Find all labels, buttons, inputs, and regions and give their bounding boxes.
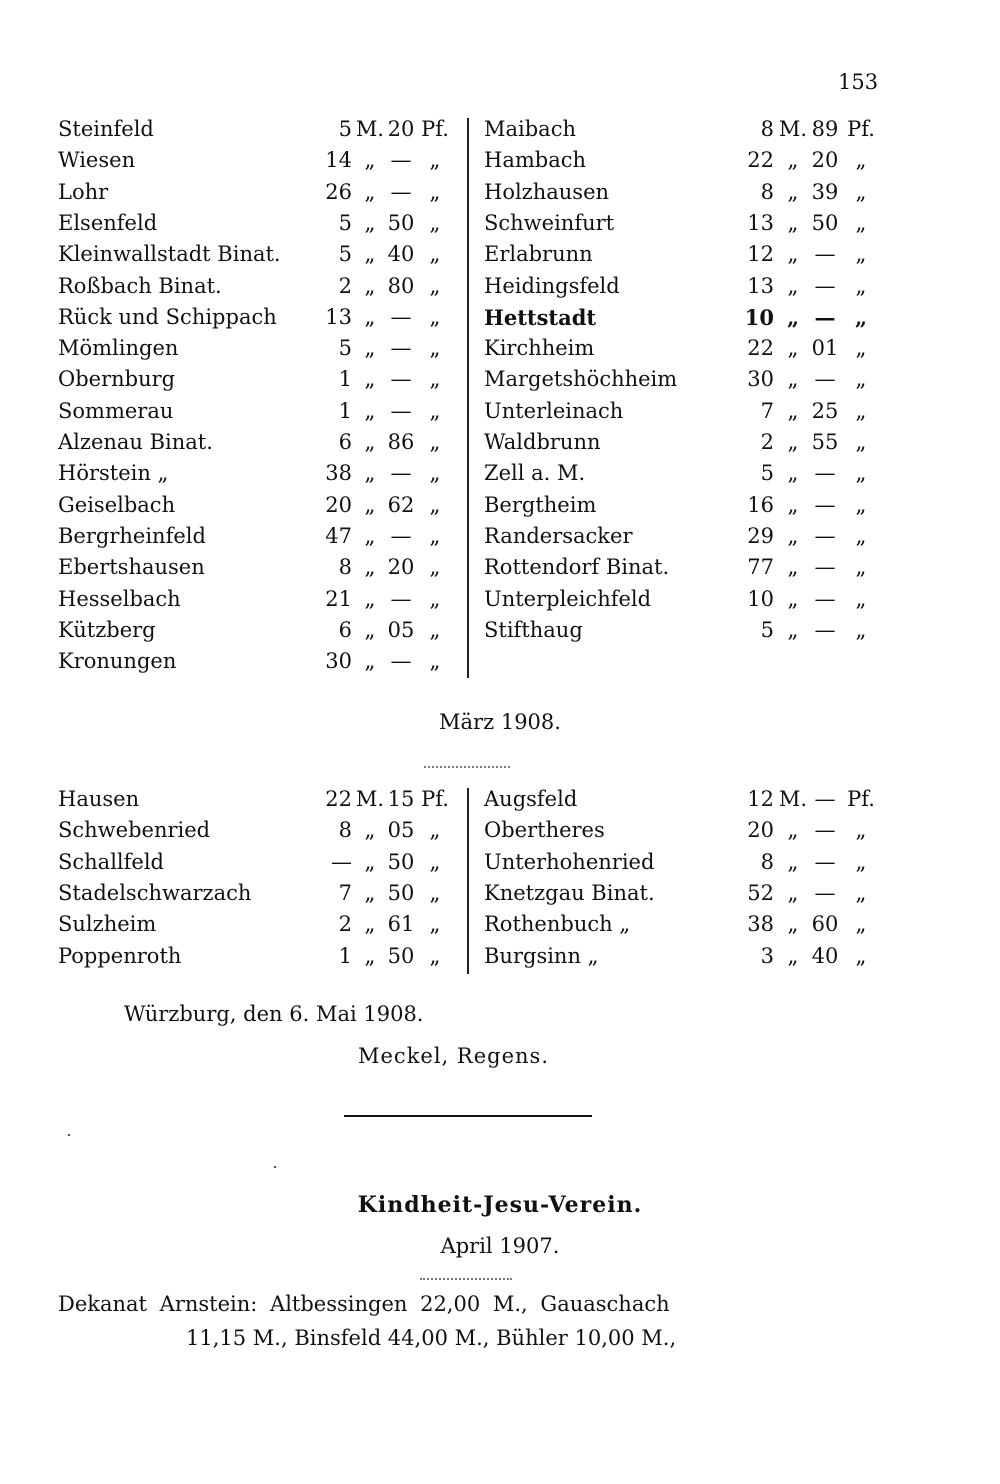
pfennig-amount: —: [390, 148, 412, 173]
place-name: Hambach: [484, 148, 586, 173]
place-name: Schallfeld: [58, 849, 164, 874]
pfennig-amount: —: [390, 367, 412, 392]
mark-unit: „: [364, 880, 376, 905]
mark-unit: „: [787, 273, 799, 298]
pfennig-amount: 05: [387, 617, 415, 642]
pfennig-unit: „: [429, 179, 441, 204]
mark-amount: 2: [338, 912, 352, 937]
pfennig-unit: „: [855, 398, 867, 423]
mark-unit: „: [787, 818, 799, 843]
place-name: Holzhausen: [484, 179, 610, 204]
place-name: Mömlingen: [58, 336, 179, 361]
pfennig-unit: „: [429, 586, 441, 611]
pfennig-unit: „: [429, 617, 441, 642]
pfennig-unit: „: [855, 273, 867, 298]
mark-unit: „: [787, 617, 799, 642]
table-row: [0, 333, 1000, 364]
pfennig-amount: 39: [811, 179, 839, 204]
pfennig-unit: „: [855, 336, 867, 361]
mark-amount: 38: [325, 461, 352, 486]
pfennig-unit: „: [855, 492, 867, 517]
section-divider-line: [344, 1115, 592, 1117]
mark-unit: „: [787, 912, 799, 937]
mark-amount: 5: [338, 336, 352, 361]
pfennig-unit: „: [429, 492, 441, 517]
place-name: Geiselbach: [58, 492, 176, 517]
pfennig-unit: „: [429, 912, 441, 937]
print-speck: [68, 1134, 70, 1136]
mark-amount: 10: [744, 304, 774, 330]
mark-amount: 5: [338, 117, 352, 141]
mark-unit: „: [364, 461, 376, 486]
pfennig-amount: 50: [387, 849, 415, 874]
mark-amount: 29: [747, 523, 774, 548]
mark-amount: 22: [747, 148, 774, 173]
pfennig-unit: Pf.: [421, 117, 449, 141]
pfennig-amount: —: [390, 523, 412, 548]
table-row: [0, 615, 1000, 646]
place-name: Bergtheim: [484, 492, 597, 517]
mark-amount: 12: [747, 242, 774, 267]
pfennig-amount: —: [814, 461, 836, 486]
mark-amount: 77: [747, 555, 774, 580]
mark-unit: „: [364, 849, 376, 874]
place-name: Rottendorf Binat.: [484, 555, 670, 580]
mark-amount: 7: [760, 398, 774, 423]
mark-unit: „: [364, 818, 376, 843]
mark-unit: „: [787, 586, 799, 611]
ornament-dots: [420, 1278, 512, 1280]
pfennig-unit: „: [855, 880, 867, 905]
mark-amount: 38: [747, 912, 774, 937]
mark-unit: „: [364, 943, 376, 968]
mark-unit: „: [787, 492, 799, 517]
pfennig-amount: 20: [811, 148, 839, 173]
table-row: [0, 847, 1000, 878]
mark-unit: „: [787, 242, 799, 267]
mark-amount: 30: [747, 367, 774, 392]
pfennig-unit: „: [855, 818, 867, 843]
table-row: [0, 396, 1000, 427]
mark-amount: 5: [338, 210, 352, 235]
pfennig-unit: „: [429, 555, 441, 580]
pfennig-unit: „: [855, 617, 867, 642]
place-name: Knetzgau Binat.: [484, 880, 655, 905]
pfennig-unit: „: [855, 242, 867, 267]
mark-unit: M.: [355, 787, 385, 811]
mark-amount: 22: [747, 336, 774, 361]
mark-unit: „: [364, 367, 376, 392]
mark-amount: 8: [760, 117, 774, 141]
place-name: Wiesen: [58, 148, 136, 173]
table-row: [0, 784, 1000, 815]
pfennig-amount: 50: [811, 210, 839, 235]
place-name: Kirchheim: [484, 336, 595, 361]
mark-amount: 13: [747, 210, 774, 235]
table-row: [0, 552, 1000, 583]
place-name: Obernburg: [58, 367, 176, 392]
pfennig-amount: 50: [387, 210, 415, 235]
place-name: Hettstadt: [484, 304, 597, 330]
pfennig-unit: „: [429, 273, 441, 298]
mark-amount: 1: [338, 367, 352, 392]
place-name: Kronungen: [58, 649, 177, 674]
mark-amount: 20: [747, 818, 774, 843]
pfennig-amount: —: [814, 304, 836, 330]
place-name: Poppenroth: [58, 943, 182, 968]
pfennig-unit: „: [429, 242, 441, 267]
place-name: Unterhohenried: [484, 849, 655, 874]
mark-unit: „: [364, 304, 376, 329]
heading-kindheit-jesu-verein: Kindheit-Jesu-Verein.: [357, 1192, 643, 1218]
table-row: [0, 521, 1000, 552]
mark-amount: 7: [338, 880, 352, 905]
pfennig-unit: „: [429, 818, 441, 843]
table-row: [0, 302, 1000, 333]
mark-amount: 13: [747, 273, 774, 298]
pfennig-amount: 89: [811, 117, 839, 141]
pfennig-amount: —: [814, 818, 836, 843]
place-name: Kützberg: [58, 617, 156, 642]
mark-amount: —: [331, 849, 352, 874]
pfennig-amount: 80: [387, 273, 415, 298]
place-name: Schwebenried: [58, 818, 211, 843]
pfennig-amount: 20: [387, 117, 415, 141]
section-heading-maerz: März 1908.: [439, 710, 561, 734]
mark-amount: 5: [760, 461, 774, 486]
pfennig-unit: „: [429, 210, 441, 235]
place-name: Elsenfeld: [58, 210, 158, 235]
pfennig-amount: 01: [811, 336, 839, 361]
mark-unit: „: [364, 617, 376, 642]
table-row: [0, 114, 1000, 145]
pfennig-amount: —: [814, 849, 836, 874]
pfennig-amount: —: [814, 523, 836, 548]
pfennig-unit: „: [855, 179, 867, 204]
pfennig-unit: „: [429, 849, 441, 874]
pfennig-amount: 40: [387, 242, 415, 267]
mark-unit: „: [364, 148, 376, 173]
pfennig-amount: 05: [387, 818, 415, 843]
pfennig-amount: 20: [387, 555, 415, 580]
place-name: Rück und Schippach: [58, 304, 277, 329]
place-name: Zell a. M.: [484, 461, 586, 486]
place-name: Ebertshausen: [58, 555, 205, 580]
pfennig-amount: —: [814, 586, 836, 611]
mark-amount: 3: [760, 943, 774, 968]
place-name: Hörstein „: [58, 461, 169, 486]
table-row: [0, 584, 1000, 615]
mark-amount: 47: [325, 523, 352, 548]
mark-amount: 1: [338, 398, 352, 423]
pfennig-unit: „: [854, 304, 868, 330]
pfennig-unit: „: [429, 943, 441, 968]
mark-amount: 21: [325, 586, 352, 611]
pfennig-amount: —: [390, 398, 412, 423]
table-row: [0, 909, 1000, 940]
pfennig-unit: „: [429, 430, 441, 454]
paragraph-line-2: 11,15 M., Binsfeld 44,00 M., Bühler 10,00 M.,: [186, 1326, 677, 1350]
mark-unit: „: [787, 179, 799, 204]
place-name: Sulzheim: [58, 912, 157, 937]
mark-amount: 8: [338, 555, 352, 580]
pfennig-amount: 40: [811, 943, 839, 968]
pfennig-unit: „: [855, 430, 867, 454]
section-heading-april: April 1907.: [440, 1234, 560, 1258]
pfennig-amount: —: [814, 273, 836, 298]
mark-unit: „: [787, 367, 799, 392]
place-name: Heidingsfeld: [484, 273, 620, 298]
pfennig-amount: 15: [387, 787, 415, 811]
pfennig-unit: Pf.: [847, 787, 875, 811]
column-divider: [467, 788, 469, 974]
place-name: Stadelschwarzach: [58, 880, 252, 905]
pfennig-amount: —: [390, 461, 412, 486]
mark-unit: „: [364, 210, 376, 235]
column-divider: [467, 118, 469, 678]
mark-unit: „: [364, 649, 376, 674]
mark-unit: M.: [355, 117, 385, 141]
mark-unit: „: [787, 210, 799, 235]
mark-amount: 10: [747, 586, 774, 611]
pfennig-amount: 61: [387, 912, 415, 937]
mark-unit: „: [787, 523, 799, 548]
table-row: [0, 271, 1000, 302]
pfennig-amount: 50: [387, 943, 415, 968]
pfennig-unit: „: [855, 461, 867, 486]
table-row: [0, 646, 1000, 677]
place-date: Würzburg, den 6. Mai 1908.: [124, 1002, 424, 1026]
table-row: [0, 364, 1000, 395]
mark-unit: „: [364, 912, 376, 937]
place-name: Stifthaug: [484, 617, 583, 642]
mark-unit: „: [787, 336, 799, 361]
place-name: Steinfeld: [58, 117, 154, 141]
page-number: 153: [838, 70, 879, 94]
mark-unit: „: [787, 943, 799, 968]
pfennig-amount: 86: [387, 430, 415, 454]
pfennig-unit: „: [429, 398, 441, 423]
mark-amount: 14: [325, 148, 352, 173]
pfennig-unit: „: [429, 523, 441, 548]
mark-amount: 2: [760, 430, 774, 454]
table-row: [0, 177, 1000, 208]
place-name: Rothenbuch „: [484, 912, 631, 937]
table-row: [0, 490, 1000, 521]
pfennig-unit: „: [855, 555, 867, 580]
mark-unit: „: [364, 398, 376, 423]
pfennig-unit: „: [855, 912, 867, 937]
mark-unit: „: [364, 492, 376, 517]
place-name: Burgsinn „: [484, 943, 599, 968]
mark-unit: M.: [778, 117, 808, 141]
mark-amount: 8: [760, 849, 774, 874]
place-name: Waldbrunn: [484, 430, 601, 454]
signature: Meckel, Regens.: [358, 1044, 549, 1068]
pfennig-unit: Pf.: [847, 117, 875, 141]
mark-unit: „: [364, 179, 376, 204]
pfennig-unit: „: [855, 586, 867, 611]
pfennig-unit: „: [429, 148, 441, 173]
pfennig-unit: „: [429, 880, 441, 905]
mark-unit: „: [787, 430, 799, 454]
place-name: Roßbach Binat.: [58, 273, 222, 298]
pfennig-unit: „: [429, 649, 441, 674]
mark-amount: 30: [325, 649, 352, 674]
pfennig-amount: —: [814, 492, 836, 517]
table-row: [0, 815, 1000, 846]
pfennig-unit: „: [855, 148, 867, 173]
pfennig-amount: —: [814, 617, 836, 642]
mark-amount: 5: [338, 242, 352, 267]
mark-unit: „: [364, 586, 376, 611]
mark-amount: 8: [760, 179, 774, 204]
mark-amount: 8: [338, 818, 352, 843]
pfennig-unit: „: [429, 304, 441, 329]
pfennig-amount: —: [814, 787, 836, 811]
place-name: Alzenau Binat.: [58, 430, 213, 454]
pfennig-amount: —: [390, 336, 412, 361]
mark-unit: „: [787, 461, 799, 486]
mark-unit: „: [786, 304, 800, 330]
pfennig-amount: —: [814, 555, 836, 580]
place-name: Hesselbach: [58, 586, 181, 611]
mark-amount: 22: [325, 787, 352, 811]
mark-unit: „: [787, 398, 799, 423]
place-name: Obertheres: [484, 818, 605, 843]
mark-unit: „: [364, 555, 376, 580]
pfennig-amount: 25: [811, 398, 839, 423]
mark-unit: „: [787, 148, 799, 173]
place-name: Sommerau: [58, 398, 174, 423]
place-name: Bergrheinfeld: [58, 523, 206, 548]
mark-amount: 20: [325, 492, 352, 517]
mark-unit: „: [364, 523, 376, 548]
mark-amount: 6: [338, 617, 352, 642]
mark-amount: 26: [325, 179, 352, 204]
place-name: Margetshöchheim: [484, 367, 678, 392]
pfennig-amount: —: [814, 367, 836, 392]
mark-unit: M.: [778, 787, 808, 811]
pfennig-amount: 55: [811, 430, 839, 454]
mark-amount: 52: [747, 880, 774, 905]
pfennig-unit: „: [429, 336, 441, 361]
pfennig-amount: —: [390, 649, 412, 674]
place-name: Hausen: [58, 787, 140, 811]
place-name: Schweinfurt: [484, 210, 615, 235]
mark-unit: „: [364, 336, 376, 361]
table-row: [0, 878, 1000, 909]
place-name: Lohr: [58, 179, 109, 204]
mark-amount: 16: [747, 492, 774, 517]
mark-amount: 12: [747, 787, 774, 811]
pfennig-amount: —: [390, 179, 412, 204]
place-name: Kleinwallstadt Binat.: [58, 242, 281, 267]
table-row: [0, 208, 1000, 239]
pfennig-unit: Pf.: [421, 787, 449, 811]
mark-amount: 1: [338, 943, 352, 968]
place-name: Randersacker: [484, 523, 633, 548]
pfennig-unit: „: [429, 461, 441, 486]
mark-amount: 13: [325, 304, 352, 329]
mark-unit: „: [787, 555, 799, 580]
place-name: Erlabrunn: [484, 242, 593, 267]
place-name: Maibach: [484, 117, 576, 141]
mark-unit: „: [787, 849, 799, 874]
pfennig-amount: —: [390, 586, 412, 611]
mark-unit: „: [787, 880, 799, 905]
ornament-dots: [424, 766, 510, 768]
pfennig-unit: „: [855, 523, 867, 548]
pfennig-amount: 50: [387, 880, 415, 905]
pfennig-unit: „: [429, 367, 441, 392]
place-name: Augsfeld: [484, 787, 578, 811]
pfennig-unit: „: [855, 943, 867, 968]
mark-unit: „: [364, 242, 376, 267]
paragraph-line-1: Dekanat Arnstein: Altbessingen 22,00 M., Gauaschach: [58, 1292, 670, 1316]
place-name: Unterleinach: [484, 398, 624, 423]
pfennig-amount: 60: [811, 912, 839, 937]
mark-amount: 2: [338, 273, 352, 298]
mark-unit: „: [364, 273, 376, 298]
pfennig-unit: „: [855, 210, 867, 235]
table-row: [0, 427, 1000, 458]
pfennig-unit: „: [855, 849, 867, 874]
pfennig-amount: 62: [387, 492, 415, 517]
mark-amount: 5: [760, 617, 774, 642]
pfennig-amount: —: [390, 304, 412, 329]
table-row: [0, 145, 1000, 176]
table-row: [0, 941, 1000, 972]
table-row: [0, 239, 1000, 270]
place-name: Unterpleichfeld: [484, 586, 652, 611]
pfennig-amount: —: [814, 880, 836, 905]
table-row: [0, 458, 1000, 489]
mark-amount: 6: [338, 430, 352, 454]
pfennig-unit: „: [855, 367, 867, 392]
mark-unit: „: [364, 430, 376, 454]
print-speck: [274, 1166, 276, 1168]
pfennig-amount: —: [814, 242, 836, 267]
